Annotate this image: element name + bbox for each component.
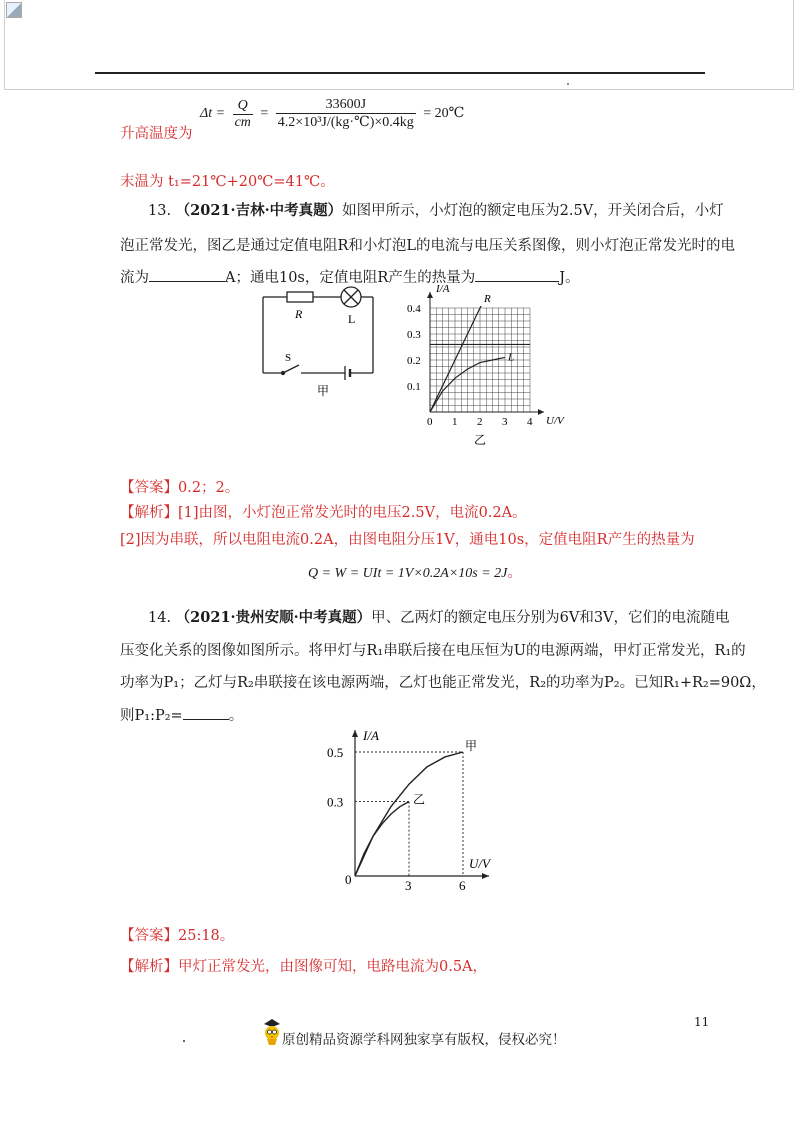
y-tick-label: 0.3 <box>407 329 421 341</box>
final-temperature: 末温为 t₁=21℃+20℃=41℃。 <box>120 174 335 190</box>
q14-analysis-1: 【解析】甲灯正常发光，由图像可知，电路电流为0.5A， <box>120 959 488 975</box>
q13-analysis-equation: Q = W = UIt = 1V×0.2A×10s = 2J。 <box>308 566 522 581</box>
x-tick-label: 3 <box>405 878 412 893</box>
q13-line3: 流为 A；通电10s，定值电阻R产生的热量为 J。 <box>120 266 580 287</box>
series-label-yi: 乙 <box>413 792 426 807</box>
x-tick-label: 0 <box>345 872 352 887</box>
q13-iv-chart <box>405 282 575 452</box>
chart-caption: 乙 <box>474 433 487 447</box>
series-label-r: R <box>484 293 491 305</box>
q14-line3: 功率为P₁；乙灯与R₂串联接在该电源两端，乙灯也能正常发光，R₂的功率为P₂。已知R₁+R₂=90Ω， <box>120 675 766 691</box>
x-tick-label: 0 <box>427 416 433 428</box>
q13-analysis-2: [2]因为串联，所以电阻电流0.2A，由图电阻分压1V，通电10s，定值电阻R产生的热量为 <box>120 532 695 548</box>
q13-blank-heat[interactable] <box>475 267 559 282</box>
series-label-jia: 甲 <box>465 739 478 753</box>
broken-image-icon <box>6 2 22 18</box>
circuit-caption: 甲 <box>317 384 330 398</box>
series-label-l: L <box>508 351 515 364</box>
x-tick-label: 1 <box>452 416 458 428</box>
q14-source: （2021·贵州安顺·中考真题） <box>175 609 372 626</box>
y-tick-label: 0.1 <box>407 381 421 393</box>
header-dot <box>567 83 569 85</box>
footer-dot <box>183 1040 185 1042</box>
copyright-footer: 原创精品资源学科网独家享有版权，侵权必究！ <box>282 1032 566 1048</box>
q14-answer: 【答案】25:18。 <box>120 928 235 944</box>
q13-source: （2021·吉林·中考真题） <box>175 202 343 219</box>
x-axis-label: U/V <box>546 415 564 427</box>
temp-rise-equation: Δt = $\frac{Q}{cm}$ = $\frac{33600J}{\text{4.2×10³J/(kg·℃)×0.4kg}}$ = 20℃ <box>200 97 465 130</box>
y-axis-label: I/A <box>363 728 379 743</box>
series-line-yi <box>355 802 409 876</box>
header-rule <box>95 72 705 74</box>
y-axis-arrow <box>352 730 358 737</box>
circuit-label-l: L <box>348 312 356 326</box>
temp-rise-label: 升高温度为 <box>120 126 193 142</box>
page-number: 11 <box>694 1015 710 1029</box>
x-axis-arrow <box>482 873 489 879</box>
x-axis-arrow <box>538 409 544 415</box>
q14-iv-chart <box>325 728 505 898</box>
y-axis-label: I/A <box>436 283 450 295</box>
owl-logo-icon <box>262 1018 282 1046</box>
q13-answer: 【答案】0.2；2。 <box>120 480 240 496</box>
q13-circuit-diagram <box>255 285 385 405</box>
y-axis-arrow <box>427 292 433 298</box>
x-axis-label: U/V <box>469 856 490 871</box>
x-tick-label: 6 <box>459 878 466 893</box>
q14-line1: 14. （2021·贵州安顺·中考真题）甲、乙两灯的额定电压分别为6V和3V，它们的电流随电 <box>148 609 730 626</box>
y-tick-label: 0.5 <box>327 745 344 760</box>
y-tick-label: 0.2 <box>407 355 421 367</box>
q14-line2: 压变化关系的图像如图所示。将甲灯与R₁串联后接在电压恒为U的电源两端，甲灯正常发光，R₁的 <box>120 643 746 659</box>
q14-line4: 则P₁:P₂= 。 <box>120 704 243 725</box>
circuit-label-s: S <box>285 352 292 364</box>
q13-analysis-1: 【解析】[1]由图，小灯泡正常发光时的电压2.5V，电流0.2A。 <box>120 505 527 521</box>
circuit-label-r: R <box>295 307 303 321</box>
x-tick-label: 3 <box>502 416 508 428</box>
y-tick-label: 0.4 <box>407 303 421 315</box>
q13-line2: 泡正常发光，图乙是通过定值电阻R和小灯泡L的电流与电压关系图像，则小灯泡正常发光时的电 <box>120 238 736 254</box>
x-tick-label: 2 <box>477 416 483 428</box>
y-tick-label: 0.3 <box>327 794 344 810</box>
q14-blank-ratio[interactable] <box>183 705 229 720</box>
q13-line1: 13. （2021·吉林·中考真题）如图甲所示，小灯泡的额定电压为2.5V，开关闭合后，小灯 <box>148 202 724 219</box>
x-tick-label: 4 <box>527 416 533 428</box>
page-header-frame <box>4 0 794 90</box>
q13-blank-current[interactable] <box>149 267 225 282</box>
